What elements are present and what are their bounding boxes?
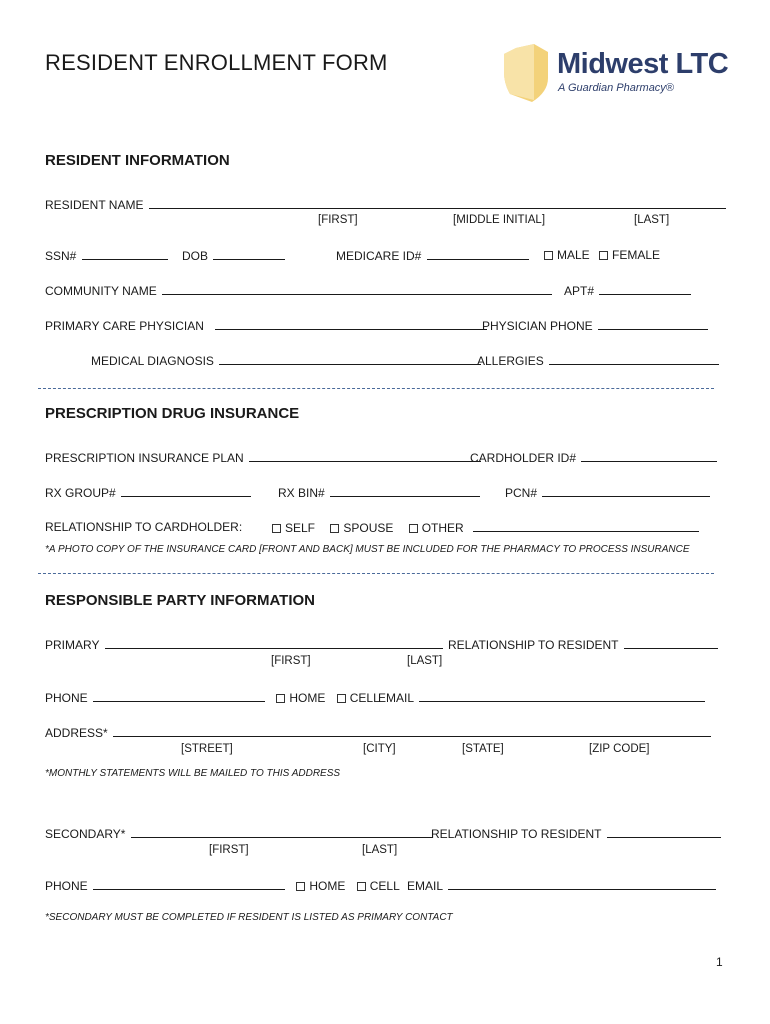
other-label: OTHER — [421, 521, 464, 535]
primary-cell-label: CELL — [349, 691, 380, 705]
dob-label: DOB — [182, 249, 209, 263]
primary-relationship-label: RELATIONSHIP TO RESIDENT — [448, 638, 619, 652]
responsible-section-heading: RESPONSIBLE PARTY INFORMATION — [45, 592, 316, 609]
rx-bin-group — [278, 485, 482, 500]
male-label: MALE — [557, 248, 590, 262]
secondary-phone-field[interactable] — [93, 878, 285, 890]
page-number: 1 — [716, 955, 723, 969]
allergies-label: ALLERGIES — [477, 354, 544, 368]
secondary-relationship-group — [431, 826, 723, 841]
resident-first-caption: [FIRST] — [318, 214, 358, 226]
dob-field[interactable] — [213, 248, 285, 260]
logo-name: Midwest LTC — [557, 48, 729, 80]
secondary-last-caption: [LAST] — [362, 844, 398, 856]
resident-name-label: RESIDENT NAME — [45, 198, 144, 212]
ssn-field[interactable] — [82, 248, 168, 260]
allergies-field[interactable] — [549, 353, 719, 365]
pcn-label: PCN# — [505, 486, 538, 500]
physician-phone-label: PHYSICIAN PHONE — [482, 319, 593, 333]
secondary-first-caption: [FIRST] — [209, 844, 249, 856]
community-field[interactable] — [162, 283, 552, 295]
self-label: SELF — [285, 521, 316, 535]
spouse-checkbox[interactable] — [330, 524, 339, 533]
rx-bin-field[interactable] — [330, 485, 480, 497]
ssn-group — [45, 248, 170, 263]
physician-phone-group — [482, 318, 710, 333]
primary-label: PRIMARY — [45, 638, 100, 652]
cardholder-label: CARDHOLDER ID# — [470, 451, 577, 465]
diagnosis-label: MEDICAL DIAGNOSIS — [91, 354, 214, 368]
address-label: ADDRESS* — [45, 726, 108, 740]
pcn-field[interactable] — [542, 485, 710, 497]
resident-section-heading: RESIDENT INFORMATION — [45, 152, 230, 169]
resident-last-caption: [LAST] — [634, 214, 670, 226]
page-title: RESIDENT ENROLLMENT FORM — [45, 50, 388, 75]
street-caption: [STREET] — [181, 743, 233, 755]
primary-phone-group — [45, 690, 380, 705]
community-group — [45, 283, 554, 298]
primary-email-field[interactable] — [419, 690, 705, 702]
female-label: FEMALE — [612, 248, 661, 262]
address-group — [45, 725, 713, 740]
resident-middle-caption: [MIDDLE INITIAL] — [453, 214, 546, 226]
gender-group — [538, 248, 660, 262]
section-divider — [38, 388, 714, 389]
male-checkbox[interactable] — [544, 251, 553, 260]
primary-email-group — [378, 690, 707, 705]
pcn-group — [505, 485, 712, 500]
logo-tagline: A Guardian Pharmacy® — [558, 82, 674, 94]
secondary-email-group — [407, 878, 718, 893]
rx-group-field[interactable] — [121, 485, 251, 497]
primary-home-checkbox[interactable] — [276, 694, 285, 703]
female-checkbox[interactable] — [599, 251, 608, 260]
primary-first-caption: [FIRST] — [271, 655, 311, 667]
dob-group — [182, 248, 287, 263]
address-field[interactable] — [113, 725, 711, 737]
other-field[interactable] — [473, 520, 699, 532]
relationship-cardholder-label: RELATIONSHIP TO CARDHOLDER: — [45, 520, 243, 534]
secondary-field[interactable] — [131, 826, 433, 838]
plan-label: PRESCRIPTION INSURANCE PLAN — [45, 451, 244, 465]
section-divider — [38, 573, 714, 574]
primary-phone-field[interactable] — [93, 690, 265, 702]
secondary-phone-group — [45, 878, 400, 893]
resident-name-row — [45, 197, 728, 212]
primary-relationship-group — [448, 637, 720, 652]
community-label: COMMUNITY NAME — [45, 284, 157, 298]
secondary-email-field[interactable] — [448, 878, 716, 890]
secondary-email-label: EMAIL — [407, 879, 443, 893]
spouse-label: SPOUSE — [343, 521, 394, 535]
primary-last-caption: [LAST] — [407, 655, 443, 667]
relationship-options — [266, 520, 701, 535]
rx-group-label: RX GROUP# — [45, 486, 116, 500]
secondary-home-label: HOME — [309, 879, 346, 893]
secondary-group — [45, 826, 435, 841]
medicare-label: MEDICARE ID# — [336, 249, 422, 263]
physician-phone-field[interactable] — [598, 318, 708, 330]
insurance-section-heading: PRESCRIPTION DRUG INSURANCE — [45, 405, 300, 422]
medicare-field[interactable] — [427, 248, 529, 260]
secondary-cell-label: CELL — [369, 879, 400, 893]
diagnosis-field[interactable] — [219, 353, 481, 365]
primary-phone-label: PHONE — [45, 691, 88, 705]
physician-field[interactable] — [215, 318, 487, 330]
plan-field[interactable] — [249, 450, 481, 462]
medicare-group — [336, 248, 531, 263]
self-checkbox[interactable] — [272, 524, 281, 533]
secondary-phone-label: PHONE — [45, 879, 88, 893]
secondary-home-checkbox[interactable] — [296, 882, 305, 891]
state-caption: [STATE] — [462, 743, 504, 755]
primary-relationship-field[interactable] — [624, 637, 718, 649]
insurance-note: *A PHOTO COPY OF THE INSURANCE CARD [FRONT AND BACK] MUST BE INCLUDED FOR THE PHARMACY TO PROCESS INSURANCE — [45, 544, 690, 555]
apt-label: APT# — [564, 284, 595, 298]
secondary-label: SECONDARY* — [45, 827, 126, 841]
secondary-relationship-label: RELATIONSHIP TO RESIDENT — [431, 827, 602, 841]
other-checkbox[interactable] — [409, 524, 418, 533]
cardholder-group — [470, 450, 719, 465]
secondary-cell-checkbox[interactable] — [357, 882, 366, 891]
ssn-label: SSN# — [45, 249, 77, 263]
rx-group-group — [45, 485, 253, 500]
company-logo — [502, 44, 729, 106]
primary-email-label: EMAIL — [378, 691, 414, 705]
rx-bin-label: RX BIN# — [278, 486, 325, 500]
secondary-note: *SECONDARY MUST BE COMPLETED IF RESIDENT IS LISTED AS PRIMARY CONTACT — [45, 912, 453, 923]
apt-field[interactable] — [599, 283, 691, 295]
apt-group — [564, 283, 693, 298]
address-note: *MONTHLY STATEMENTS WILL BE MAILED TO THIS ADDRESS — [45, 768, 341, 779]
plan-group — [45, 450, 483, 465]
primary-cell-checkbox[interactable] — [337, 694, 346, 703]
primary-field[interactable] — [105, 637, 443, 649]
physician-label: PRIMARY CARE PHYSICIAN — [45, 319, 204, 333]
diagnosis-group — [91, 353, 483, 368]
zip-caption: [ZIP CODE] — [589, 743, 650, 755]
city-caption: [CITY] — [363, 743, 396, 755]
cardholder-field[interactable] — [581, 450, 717, 462]
primary-group — [45, 637, 445, 652]
shield-logo-icon — [502, 44, 552, 104]
secondary-relationship-field[interactable] — [607, 826, 721, 838]
physician-group — [45, 318, 489, 333]
resident-name-field[interactable] — [149, 197, 726, 209]
allergies-group — [477, 353, 721, 368]
primary-home-label: HOME — [289, 691, 326, 705]
